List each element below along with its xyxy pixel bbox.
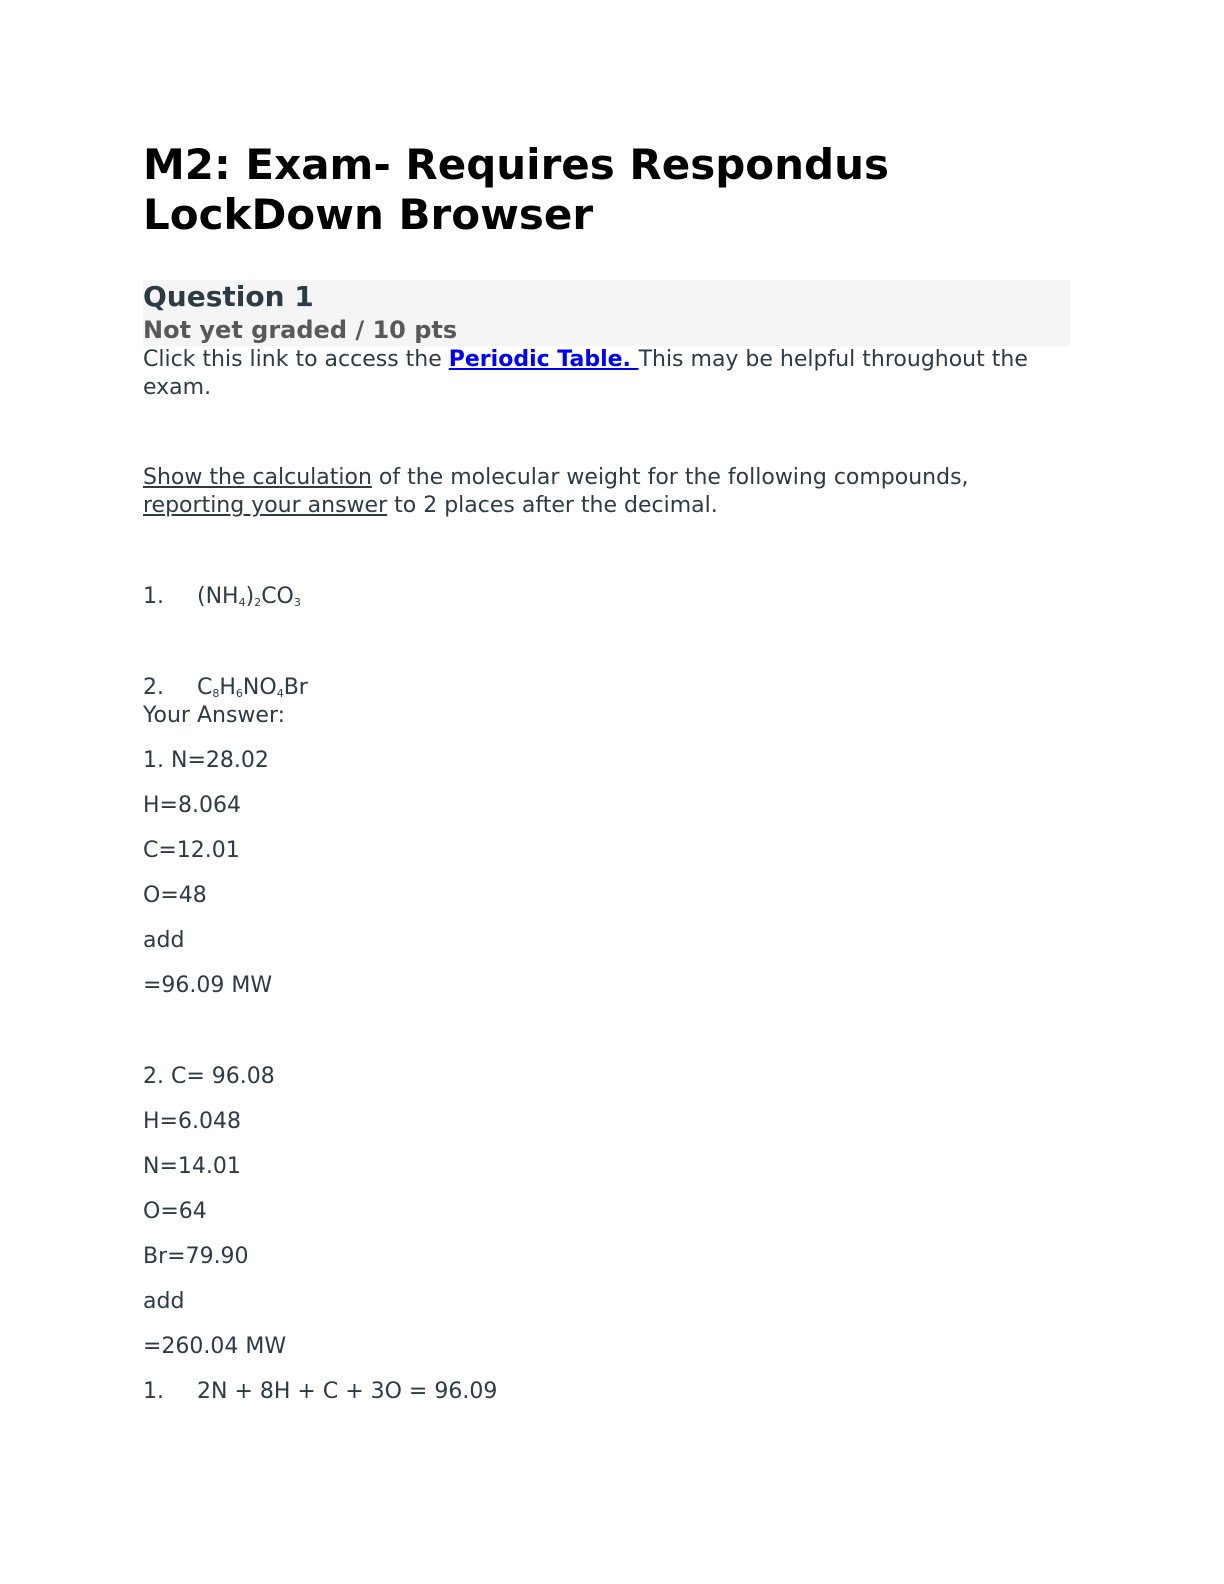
prompt-text-end: to 2 places after the decimal.	[387, 493, 718, 518]
compound-1	[143, 583, 1070, 611]
question-header	[143, 280, 1070, 346]
answer-line: =260.04 MW	[143, 1334, 287, 1359]
formula-subscript: 4	[238, 596, 246, 609]
question-intro	[143, 346, 1070, 402]
answer-line: H=8.064	[143, 793, 241, 818]
answer-line: O=64	[143, 1199, 207, 1224]
your-answer-label: Your Answer:	[143, 703, 286, 728]
page-title: M2: Exam- Requires Respondus LockDown Browser	[143, 140, 889, 239]
exam-page	[143, 140, 1070, 1423]
formula-part: )	[245, 584, 255, 609]
periodic-table-link[interactable]: Periodic Table.	[448, 347, 639, 372]
formula-part: Br	[283, 675, 308, 700]
answer-part-1	[143, 747, 1070, 1000]
question-name: Question 1	[143, 280, 314, 313]
answer-line: add	[143, 928, 185, 953]
answer-line: add	[143, 1289, 185, 1314]
final-answer-number: 1.	[143, 1379, 164, 1404]
formula-subscript: 4	[276, 687, 284, 700]
prompt-underline-reporting: reporting your answer	[143, 493, 388, 518]
intro-text-before: Click this link to access the	[143, 347, 449, 372]
answer-line: Br=79.90	[143, 1244, 249, 1269]
answer-line: 2. C= 96.08	[143, 1064, 275, 1089]
formula-subscript: 3	[293, 596, 301, 609]
formula-part: NO	[242, 675, 277, 700]
answer-part-2	[143, 1063, 1070, 1361]
formula-part: H	[219, 675, 236, 700]
answer-line: =96.09 MW	[143, 973, 273, 998]
prompt-text-middle: of the molecular weight for the following compounds,	[371, 465, 969, 490]
formula-part: (NH	[197, 584, 239, 609]
question-prompt	[143, 464, 1070, 520]
answer-line: H=6.048	[143, 1109, 241, 1134]
prompt-underline-calculation: Show the calculation	[143, 465, 372, 490]
answer-line: C=12.01	[143, 838, 240, 863]
formula-part: C	[197, 675, 213, 700]
question-points: Not yet graded / 10 pts	[143, 316, 458, 344]
formula-subscript: 8	[212, 687, 220, 700]
answer-line: 1. N=28.02	[143, 748, 269, 773]
formula-subscript: 2	[254, 596, 262, 609]
formula-part: CO	[261, 584, 294, 609]
final-answer-text: 2N + 8H + C + 3O = 96.09	[197, 1379, 498, 1404]
intro-text-after: This may be helpful throughout the exam.	[143, 347, 1028, 400]
formula-subscript: 6	[235, 687, 243, 700]
compound-2	[143, 674, 1070, 702]
answer-line: O=48	[143, 883, 207, 908]
compound-2-number: 2.	[143, 675, 164, 700]
answer-line: N=14.01	[143, 1154, 241, 1179]
final-answer-line	[143, 1378, 1070, 1406]
compound-1-number: 1.	[143, 584, 164, 609]
